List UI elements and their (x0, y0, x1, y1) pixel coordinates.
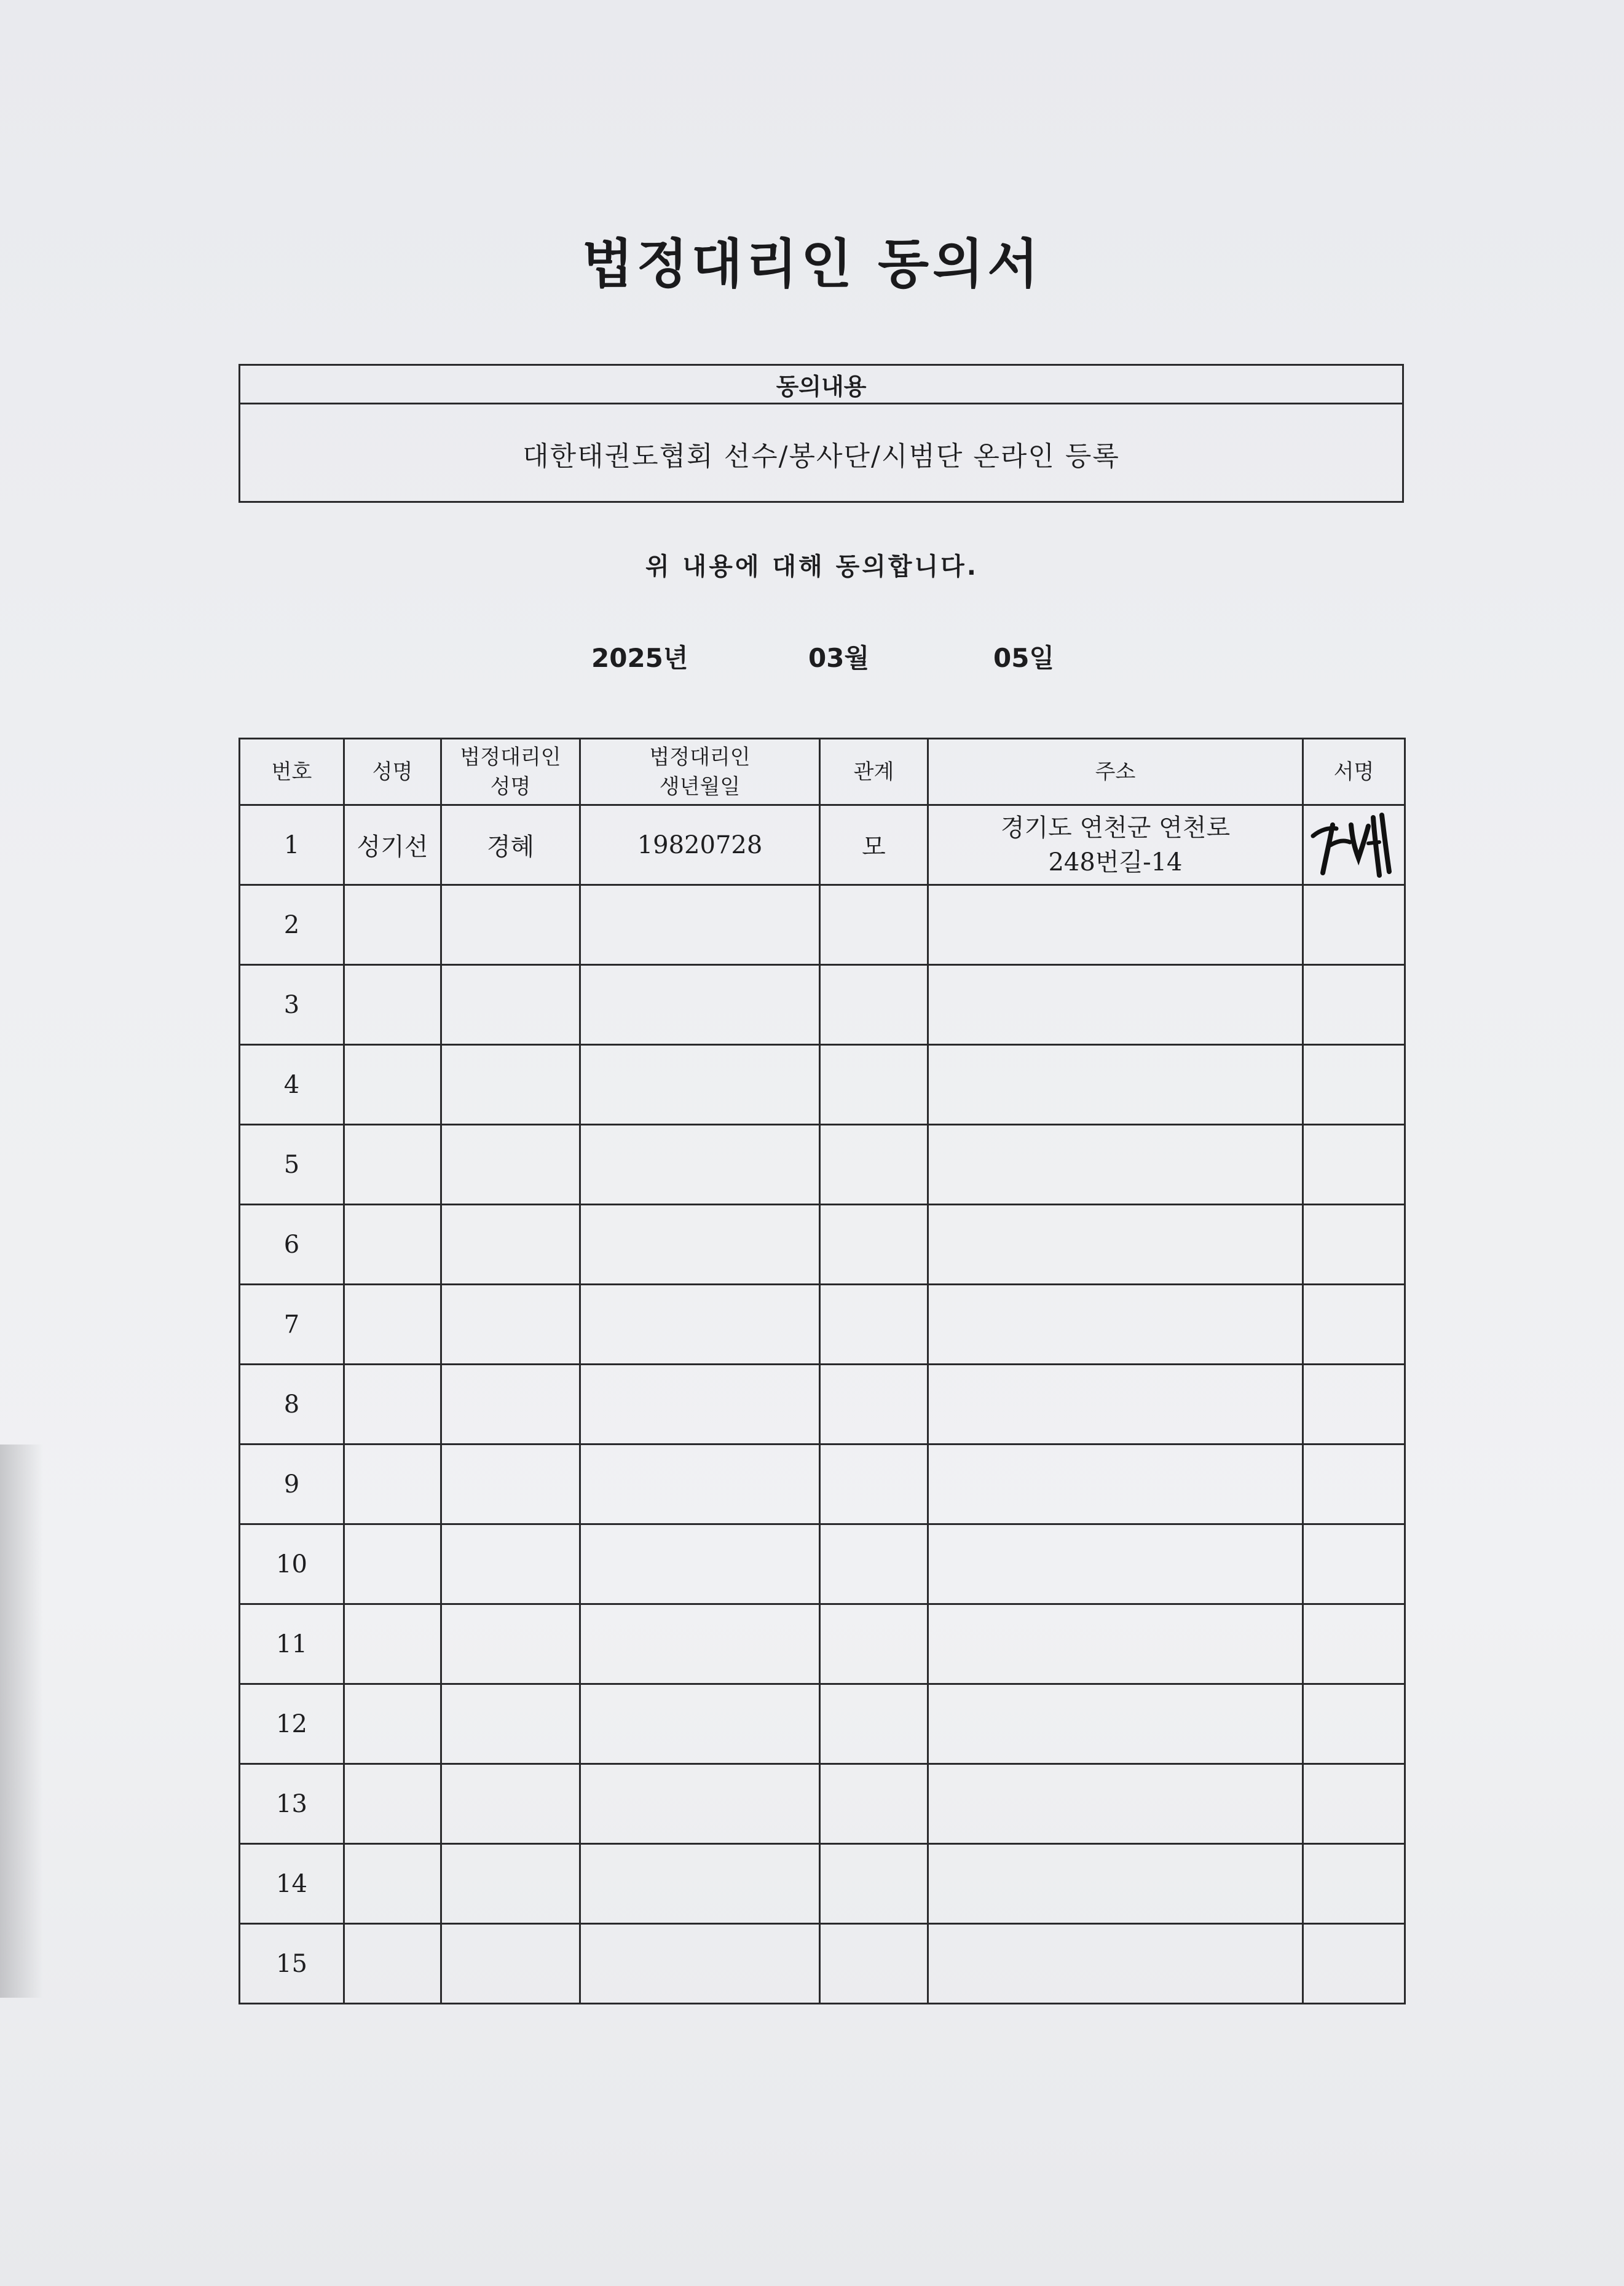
cell-guardian-name (441, 1125, 580, 1205)
cell-signature (1303, 1205, 1405, 1285)
cell-relation (820, 1205, 928, 1285)
cell-guardian-birth (580, 1924, 820, 2004)
cell-relation: 모 (820, 805, 928, 885)
header-signature: 서명 (1303, 739, 1405, 805)
cell-guardian-birth (580, 1684, 820, 1764)
cell-signature (1303, 1524, 1405, 1604)
cell-name (344, 1604, 441, 1684)
table-row (240, 885, 1405, 965)
date-month: 03월 (808, 643, 870, 673)
cell-guardian-birth (580, 1285, 820, 1365)
cell-signature (1303, 1604, 1405, 1684)
header-num: 번호 (240, 739, 344, 805)
cell-signature (1303, 1045, 1405, 1125)
cell-relation (820, 1125, 928, 1205)
cell-name (344, 1205, 441, 1285)
cell-guardian-birth (580, 1045, 820, 1125)
header-guardian-birth-label: 법정대리인 생년월일 (649, 744, 751, 799)
cell-num: 7 (240, 1285, 344, 1365)
cell-address (928, 1445, 1303, 1524)
cell-num: 5 (240, 1125, 344, 1205)
table-row (240, 1684, 1405, 1764)
cell-num: 2 (240, 885, 344, 965)
page-shadow (0, 1445, 43, 1998)
cell-guardian-birth (580, 1365, 820, 1445)
cell-name (344, 1285, 441, 1365)
cell-address (928, 1924, 1303, 2004)
cell-guardian-name (441, 1604, 580, 1684)
cell-num: 13 (240, 1764, 344, 1844)
table-row (240, 1524, 1405, 1604)
cell-signature (1303, 1844, 1405, 1924)
cell-guardian-name (441, 1524, 580, 1604)
cell-relation (820, 885, 928, 965)
cell-signature (1303, 1924, 1405, 2004)
cell-num: 10 (240, 1524, 344, 1604)
cell-signature (1303, 885, 1405, 965)
table-row (240, 1445, 1405, 1524)
cell-signature (1303, 1764, 1405, 1844)
cell-guardian-name (441, 1445, 580, 1524)
cell-guardian-birth (580, 1764, 820, 1844)
cell-address (928, 1684, 1303, 1764)
cell-num: 15 (240, 1924, 344, 2004)
table-row (240, 805, 1405, 885)
agreement-statement: 위 내용에 대해 동의합니다. (645, 553, 979, 581)
cell-address (928, 1285, 1303, 1365)
cell-guardian-name (441, 1924, 580, 2004)
table-row (240, 1125, 1405, 1205)
table-row (240, 965, 1405, 1045)
cell-guardian-birth (580, 1604, 820, 1684)
cell-name (344, 1844, 441, 1924)
consent-header: 동의내용 (240, 366, 1402, 404)
table-row (240, 1844, 1405, 1924)
date-year: 2025년 (591, 643, 688, 673)
header-address: 주소 (928, 739, 1303, 805)
cell-name: 성기선 (344, 805, 441, 885)
cell-address: 경기도 연천군 연천로 248번길-14 (928, 805, 1303, 885)
cell-signature (1303, 1285, 1405, 1365)
header-name: 성명 (344, 739, 441, 805)
cell-relation (820, 1684, 928, 1764)
header-relation: 관계 (820, 739, 928, 805)
table-header-row (240, 739, 1405, 805)
cell-num: 14 (240, 1844, 344, 1924)
header-guardian-name (441, 739, 580, 805)
cell-address (928, 1365, 1303, 1445)
cell-relation (820, 1285, 928, 1365)
cell-num: 6 (240, 1205, 344, 1285)
cell-name (344, 1764, 441, 1844)
guardian-table (238, 738, 1406, 2004)
cell-relation (820, 1764, 928, 1844)
cell-relation (820, 1365, 928, 1445)
cell-num: 1 (240, 805, 344, 885)
document-title: 법정대리인 동의서 (581, 234, 1043, 295)
table-row (240, 1205, 1405, 1285)
cell-name (344, 965, 441, 1045)
handwritten-signature (1308, 811, 1400, 879)
cell-name (344, 1524, 441, 1604)
table-row (240, 1604, 1405, 1684)
cell-address (928, 885, 1303, 965)
cell-guardian-name (441, 1684, 580, 1764)
cell-signature (1303, 805, 1405, 885)
cell-address (928, 1604, 1303, 1684)
cell-address (928, 1045, 1303, 1125)
consent-body: 대한태권도협회 선수/봉사단/시범단 온라인 등록 (522, 441, 1120, 472)
cell-guardian-name (441, 1205, 580, 1285)
cell-signature (1303, 1365, 1405, 1445)
consent-box (238, 364, 1404, 503)
cell-name (344, 1365, 441, 1445)
cell-signature (1303, 1684, 1405, 1764)
cell-address (928, 1125, 1303, 1205)
cell-guardian-name (441, 965, 580, 1045)
cell-num: 3 (240, 965, 344, 1045)
cell-relation (820, 1045, 928, 1125)
cell-guardian-birth (580, 1205, 820, 1285)
cell-guardian-birth: 19820728 (580, 805, 820, 885)
cell-name (344, 1045, 441, 1125)
cell-guardian-birth (580, 1125, 820, 1205)
cell-relation (820, 1844, 928, 1924)
cell-relation (820, 965, 928, 1045)
cell-address (928, 965, 1303, 1045)
header-guardian-name-label: 법정대리인 성명 (460, 744, 561, 799)
cell-guardian-birth (580, 1445, 820, 1524)
cell-name (344, 1684, 441, 1764)
cell-num: 12 (240, 1684, 344, 1764)
cell-name (344, 1125, 441, 1205)
cell-guardian-name (441, 1844, 580, 1924)
cell-address (928, 1205, 1303, 1285)
cell-name (344, 885, 441, 965)
cell-num: 4 (240, 1045, 344, 1125)
cell-relation (820, 1924, 928, 2004)
cell-relation (820, 1445, 928, 1524)
cell-guardian-birth (580, 1524, 820, 1604)
cell-guardian-name (441, 1365, 580, 1445)
cell-guardian-name: 경혜 (441, 805, 580, 885)
cell-guardian-name (441, 1285, 580, 1365)
cell-guardian-birth (580, 965, 820, 1045)
cell-address (928, 1844, 1303, 1924)
table-row (240, 1045, 1405, 1125)
cell-address (928, 1524, 1303, 1604)
cell-guardian-birth (580, 885, 820, 965)
cell-signature (1303, 1445, 1405, 1524)
cell-num: 9 (240, 1445, 344, 1524)
cell-guardian-birth (580, 1844, 820, 1924)
cell-num: 11 (240, 1604, 344, 1684)
cell-name (344, 1924, 441, 2004)
cell-guardian-name (441, 1764, 580, 1844)
cell-guardian-name (441, 1045, 580, 1125)
cell-guardian-name (441, 885, 580, 965)
table-row (240, 1365, 1405, 1445)
cell-num: 8 (240, 1365, 344, 1445)
header-guardian-birth (580, 739, 820, 805)
table-row (240, 1924, 1405, 2004)
table-body (240, 805, 1405, 2004)
cell-relation (820, 1524, 928, 1604)
cell-relation (820, 1604, 928, 1684)
date-day: 05일 (993, 643, 1055, 673)
cell-name (344, 1445, 441, 1524)
cell-signature (1303, 965, 1405, 1045)
cell-address (928, 1764, 1303, 1844)
table-row (240, 1764, 1405, 1844)
table-row (240, 1285, 1405, 1365)
cell-signature (1303, 1125, 1405, 1205)
